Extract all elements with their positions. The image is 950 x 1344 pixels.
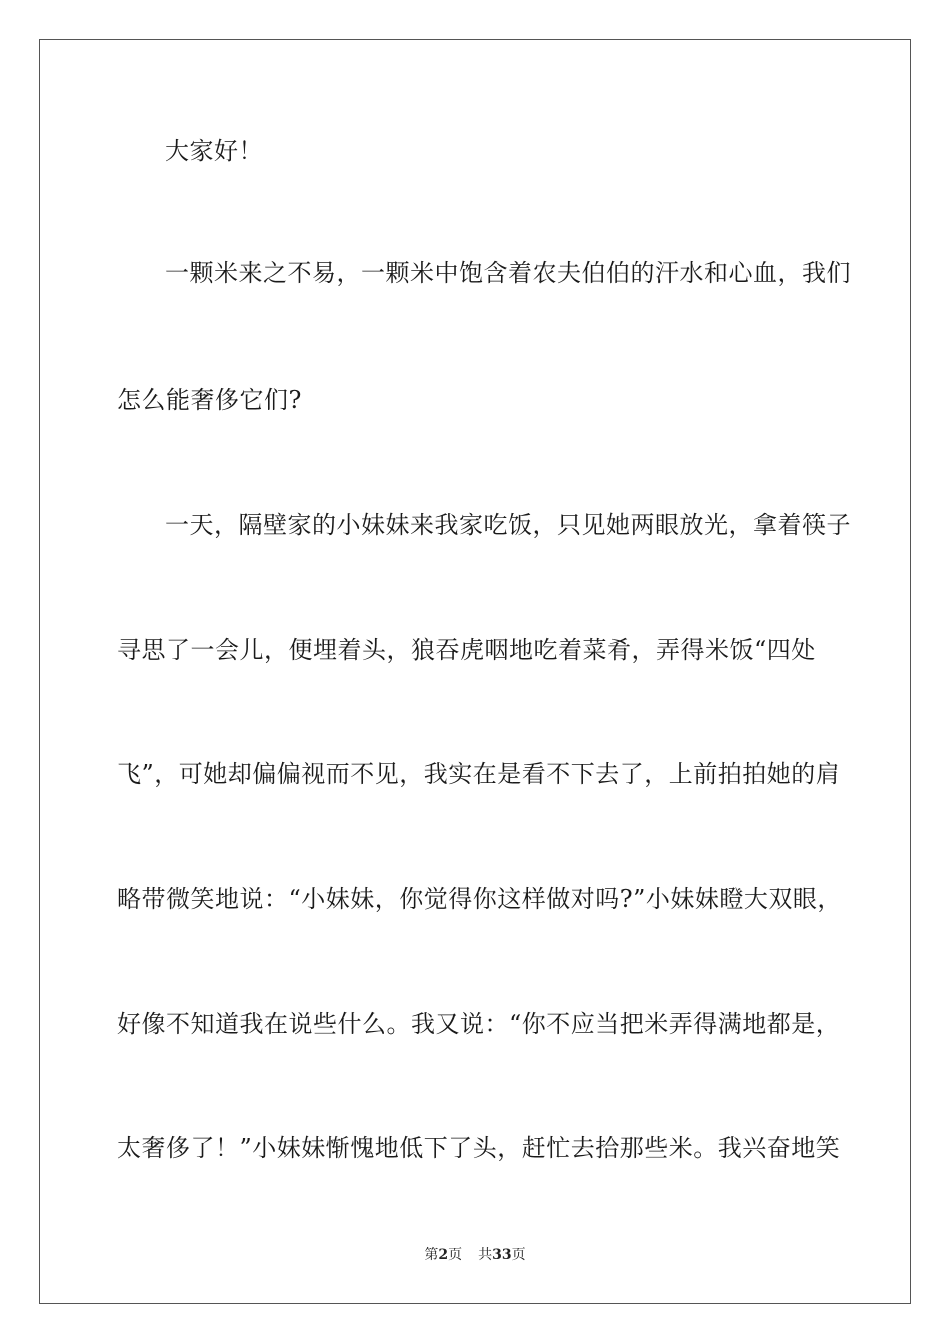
total-pages: 33 <box>492 1247 512 1263</box>
paragraph-line: 寻思了一会儿，便埋着头，狼吞虎咽地吃着菜肴，弄得米饭“四处 <box>117 636 816 664</box>
total-prefix: 共 <box>478 1247 493 1263</box>
paragraph-line: 一天，隔壁家的小妹妹来我家吃饭，只见她两眼放光，拿着筷子 <box>165 511 851 539</box>
page-suffix: 页 <box>448 1247 463 1263</box>
total-suffix: 页 <box>511 1247 526 1263</box>
paragraph-line: 怎么能奢侈它们? <box>117 386 302 414</box>
paragraph-line: 好像不知道我在说些什么。我又说：“你不应当把米弄得满地都是， <box>117 1010 841 1038</box>
page-footer <box>0 1245 950 1265</box>
paragraph-line: 太奢侈了！”小妹妹惭愧地低下了头，赶忙去拾那些米。我兴奋地笑 <box>117 1134 841 1162</box>
page-number: 2 <box>438 1247 449 1263</box>
paragraph-line: 略带微笑地说：“小妹妹，你觉得你这样做对吗?”小妹妹瞪大双眼， <box>117 885 842 913</box>
paragraph-line: 飞”，可她却偏偏视而不见，我实在是看不下去了，上前拍拍她的肩 <box>117 760 841 788</box>
page-prefix: 第 <box>424 1247 439 1263</box>
paragraph-greeting: 大家好！ <box>165 137 263 165</box>
paragraph-line: 一颗米来之不易，一颗米中饱含着农夫伯伯的汗水和心血，我们 <box>165 259 851 287</box>
